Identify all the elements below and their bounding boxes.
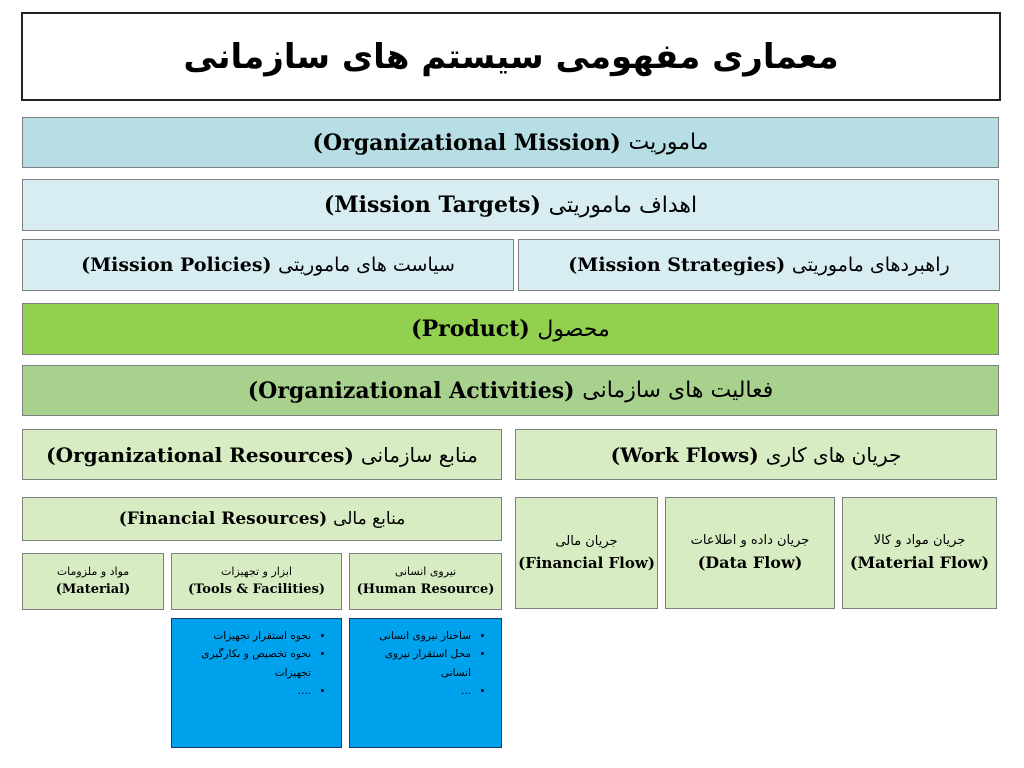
mission-policies-box	[22, 239, 514, 291]
organizational-mission-box	[22, 117, 999, 168]
product-fa-label: محصول	[537, 316, 610, 342]
tools-fa-label: ابزار و تجهیزات	[221, 564, 292, 578]
mission-en-label: (Organizational Mission)	[312, 129, 621, 156]
list-item: • نحوه استقرار تجهیزات	[180, 627, 311, 645]
human-en-label: (Human Resource)	[356, 581, 495, 597]
financial-resources-fa-label: منابع مالی	[333, 509, 406, 529]
work-flows-box	[515, 429, 997, 480]
workflows-fa-label: جریان های کاری	[765, 442, 902, 467]
material-en-label: (Material)	[55, 581, 131, 597]
human-fa-label: نیروی انسانی	[394, 564, 457, 578]
list-item: • ...	[358, 682, 471, 700]
product-box	[22, 303, 999, 355]
mission-targets-box	[22, 179, 999, 231]
human-details-list	[350, 619, 501, 701]
financial-flow-fa-label: جریان مالی	[555, 534, 618, 549]
tools-details-list	[172, 619, 341, 701]
material-resource-box	[22, 553, 164, 610]
policies-en-label: (Mission Policies)	[81, 254, 272, 276]
list-item: • ....	[180, 682, 311, 700]
tools-details-box	[171, 618, 342, 748]
activities-en-label: (Organizational Activities)	[247, 377, 575, 404]
human-resource-box	[349, 553, 502, 610]
data-flow-fa-label: جریان داده و اطلاعات	[690, 533, 810, 549]
organizational-activities-box	[22, 365, 999, 416]
financial-resources-box	[22, 497, 502, 541]
page-title: معماری مفهومی سیستم های سازمانی	[21, 12, 1001, 101]
targets-en-label: (Mission Targets)	[323, 192, 541, 218]
workflows-en-label: (Work Flows)	[610, 442, 759, 467]
material-flow-en-label: (Material Flow)	[849, 552, 990, 572]
human-details-box	[349, 618, 502, 748]
material-flow-fa-label: جریان مواد و کالا	[873, 533, 966, 549]
material-flow-box	[842, 497, 997, 609]
list-item: • نحوه تخصیص و بکارگیری تجهیزات	[180, 645, 311, 682]
financial-flow-en-label: (Financial Flow)	[518, 553, 655, 572]
mission-strategies-box	[518, 239, 1000, 291]
data-flow-box	[665, 497, 835, 609]
mission-fa-label: ماموریت	[628, 130, 709, 155]
tools-facilities-box	[171, 553, 342, 610]
organizational-resources-box	[22, 429, 502, 480]
resources-en-label: (Organizational Resources)	[46, 442, 354, 467]
resources-fa-label: منابع سازمانی	[360, 442, 478, 467]
targets-fa-label: اهداف ماموریتی	[548, 192, 698, 218]
data-flow-en-label: (Data Flow)	[697, 552, 803, 572]
policies-fa-label: سیاست های ماموریتی	[278, 254, 455, 276]
financial-flow-box	[515, 497, 658, 609]
product-en-label: (Product)	[411, 316, 530, 342]
material-fa-label: مواد و ملزومات	[56, 564, 130, 578]
list-item: • ساختار نیروی انسانی	[358, 627, 471, 645]
strategies-en-label: (Mission Strategies)	[568, 254, 786, 276]
activities-fa-label: فعالیت های سازمانی	[582, 378, 774, 403]
strategies-fa-label: راهبردهای ماموریتی	[791, 254, 950, 276]
financial-resources-en-label: (Financial Resources)	[118, 509, 328, 529]
tools-en-label: (Tools & Facilities)	[187, 581, 326, 597]
list-item: • محل استقرار نیروی انسانی	[358, 645, 471, 682]
